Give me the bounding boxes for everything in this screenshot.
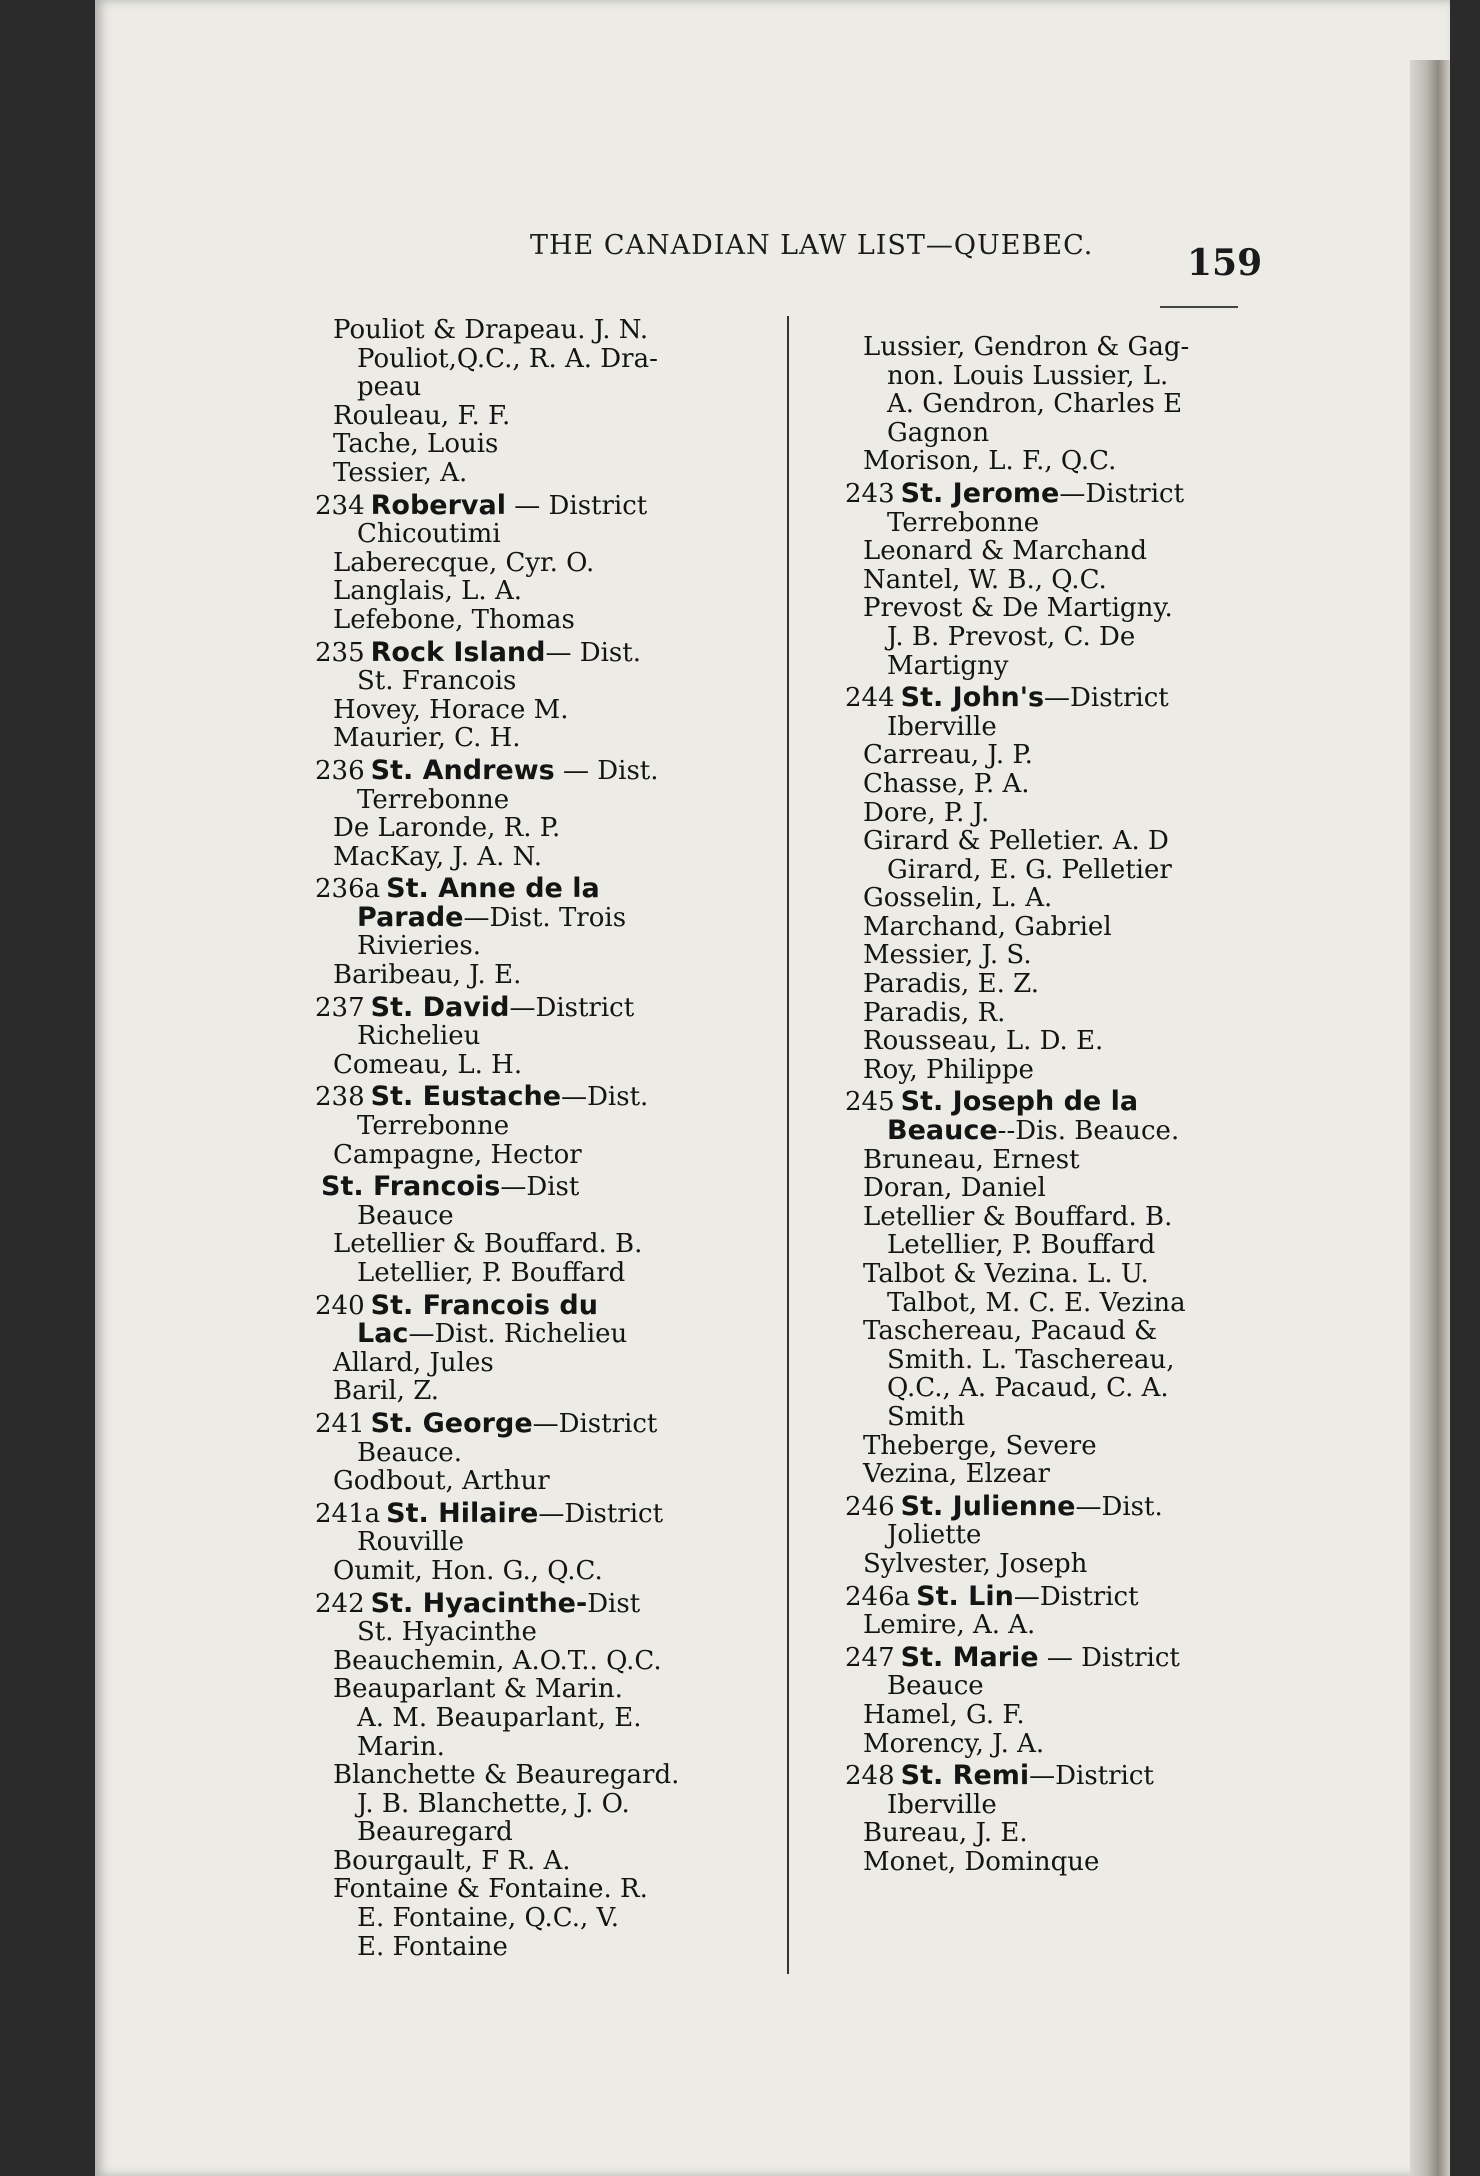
lawyer-entry: De Laronde, R. P.: [333, 813, 561, 844]
district-heading: [845, 1580, 1245, 1612]
lawyer-entry: Doran, Daniel: [863, 1173, 1046, 1204]
district-heading: [315, 1083, 715, 1112]
lawyer-entry: Tessier, A.: [333, 457, 468, 488]
entry-number: 247: [845, 1642, 895, 1673]
district-name: Chicoutimi: [357, 519, 501, 550]
entry-continuation: J. B. Prevost, C. De: [887, 621, 1136, 652]
entry-continuation: peau: [357, 372, 422, 403]
district-label: —District: [1013, 1581, 1139, 1612]
entry-continuation: Smith. L. Taschereau,: [887, 1344, 1175, 1375]
district-heading: [315, 1587, 715, 1619]
entry-number: 236a: [315, 874, 381, 905]
lawyer-entry: Messier, J. S.: [863, 940, 1032, 971]
district-heading: [845, 1762, 1245, 1791]
column-divider: [787, 316, 789, 1974]
district-heading: [845, 1490, 1245, 1522]
lawyer-entry: Morency, J. A.: [863, 1728, 1045, 1759]
lawyer-entry: Fontaine & Fontaine. R.: [333, 1874, 648, 1905]
district-name: Terrebonne: [887, 507, 1040, 538]
place-name: St. Marie: [900, 1641, 1039, 1673]
place-name: St. Andrews: [370, 754, 555, 786]
entry-number: 237: [315, 992, 365, 1023]
entry-continuation: Girard, E. G. Pelletier: [887, 854, 1172, 885]
district-label: —District: [1029, 1761, 1154, 1792]
district-label: —Dist: [500, 1172, 580, 1203]
lawyer-entry: Lussier, Gendron & Gag-: [863, 332, 1190, 362]
district-heading: [315, 636, 715, 668]
lawyer-entry: Roy, Philippe: [863, 1054, 1034, 1085]
place-name: Lac: [357, 1318, 409, 1350]
place-name: St. George: [370, 1407, 533, 1439]
lawyer-entry: Paradis, R.: [863, 997, 1006, 1028]
lawyer-entry: Sylvester, Joseph: [863, 1548, 1088, 1579]
page-number: 159: [1187, 242, 1263, 284]
district-heading: [315, 1407, 715, 1439]
entry-continuation: E. Fontaine: [357, 1931, 508, 1962]
district-label: — District: [506, 490, 648, 521]
district-heading-cont: [845, 1117, 1245, 1146]
lawyer-entry: Campagne, Hector: [333, 1139, 582, 1170]
lawyer-entry: Tache, Louis: [333, 429, 499, 460]
entry-continuation: Marin.: [357, 1731, 445, 1762]
district-label: —District: [532, 1408, 658, 1439]
district-name: Rivieries.: [357, 931, 482, 962]
lawyer-entry: Bourgault, F R. A.: [333, 1845, 571, 1876]
place-name: St. Jerome: [900, 477, 1060, 509]
lawyer-entry: Blanchette & Beauregard.: [333, 1760, 680, 1791]
district-label: —Dist. Trois: [463, 902, 627, 933]
entry-continuation: Smith: [887, 1401, 965, 1432]
district-name: Iberville: [887, 1789, 997, 1820]
lawyer-entry: Lefebone, Thomas: [333, 604, 575, 635]
lawyer-entry: Comeau, L. H.: [333, 1049, 523, 1080]
entry-number: 241a: [315, 1498, 381, 1529]
district-heading: [845, 1088, 1245, 1117]
entry-continuation: Talbot, M. C. E. Vezina: [887, 1287, 1186, 1318]
district-label: — Dist.: [554, 755, 659, 786]
entry-continuation: Letellier, P. Bouffard: [887, 1230, 1156, 1261]
left-column: [315, 316, 715, 1961]
lawyer-entry: Hamel, G. F.: [863, 1699, 1025, 1730]
entry-continuation: non. Louis Lussier, L.: [887, 360, 1169, 391]
entry-number: 236: [315, 755, 365, 786]
entry-number: 246: [845, 1491, 895, 1522]
lawyer-entry: Allard, Jules: [333, 1347, 494, 1378]
place-name: Rock Island: [370, 636, 546, 668]
place-name: St. Lin: [916, 1580, 1014, 1612]
lawyer-entry: Baribeau, J. E.: [333, 960, 522, 991]
lawyer-entry: Prevost & De Martigny.: [863, 593, 1173, 624]
entry-number: 243: [845, 478, 895, 509]
lawyer-entry: Godbout, Arthur: [333, 1466, 550, 1497]
entry-continuation: Pouliot,Q.C., R. A. Dra-: [357, 343, 658, 374]
lawyer-entry: Theberge, Severe: [863, 1430, 1097, 1461]
district-label: —District: [1059, 478, 1185, 509]
district-label: — District: [1038, 1642, 1180, 1673]
district-name: Beauce: [357, 1200, 454, 1231]
district-heading: [845, 1641, 1245, 1673]
district-heading: [315, 489, 715, 521]
entry-continuation: Beauregard: [357, 1817, 513, 1848]
place-name: St. Joseph de la: [900, 1086, 1139, 1118]
district-heading: [315, 1289, 715, 1321]
entry-continuation: A. Gendron, Charles E: [887, 389, 1183, 420]
place-name: St. Remi: [900, 1760, 1030, 1792]
district-label: —Dist.: [1075, 1491, 1163, 1522]
lawyer-entry: Taschereau, Pacaud &: [863, 1316, 1158, 1347]
district-heading: [845, 477, 1245, 509]
place-name: St. Julienne: [900, 1490, 1076, 1522]
entry-continuation: Q.C., A. Pacaud, C. A.: [887, 1373, 1169, 1404]
lawyer-entry: Letellier & Bouffard. B.: [863, 1201, 1173, 1232]
district-label: —District: [538, 1498, 664, 1529]
lawyer-entry: Rouleau, F. F.: [333, 400, 511, 431]
place-name: St. Anne de la: [386, 873, 600, 905]
lawyer-entry: Marchand, Gabriel: [863, 911, 1112, 942]
entry-number: 244: [845, 683, 895, 714]
lawyer-entry: Langlais, L. A.: [333, 576, 522, 607]
place-name: St. Eustache: [370, 1081, 562, 1113]
district-name: Terrebonne: [357, 784, 510, 815]
district-name: Beauce: [887, 1671, 984, 1702]
lawyer-entry: Lemire, A. A.: [863, 1610, 1036, 1641]
lawyer-entry: Baril, Z.: [333, 1376, 440, 1407]
lawyer-entry: Laberecque, Cyr. O.: [333, 547, 595, 578]
running-header: THE CANADIAN LAW LIST—QUEBEC.: [530, 230, 1094, 261]
district-name: Joliette: [887, 1520, 982, 1551]
place-name: St. Hyacinthe-: [370, 1587, 588, 1619]
lawyer-entry: Letellier & Bouffard. B.: [333, 1229, 643, 1260]
district-label: — Dist.: [545, 637, 641, 668]
place-name: St. Francois du: [370, 1289, 598, 1321]
lawyer-entry: Gosselin, L. A.: [863, 883, 1053, 914]
entry-continuation: J. B. Blanchette, J. O.: [357, 1788, 630, 1819]
lawyer-entry: Talbot & Vezina. L. U.: [863, 1259, 1149, 1289]
district-heading: [845, 684, 1245, 713]
place-name: Parade: [357, 901, 464, 933]
page-edge: [1410, 60, 1450, 2176]
district-name: Terrebonne: [357, 1111, 510, 1142]
lawyer-entry: Bruneau, Ernest: [863, 1144, 1080, 1175]
entry-number: 245: [845, 1087, 895, 1118]
district-name: Rouville: [357, 1527, 464, 1558]
place-name: St. Hilaire: [386, 1497, 539, 1529]
entry-number: 246a: [845, 1581, 911, 1612]
lawyer-entry: Carreau, J. P.: [863, 740, 1033, 771]
district-name: Beauce.: [357, 1437, 462, 1468]
lawyer-entry: MacKay, J. A. N.: [333, 841, 542, 872]
district-heading-cont: [315, 901, 715, 933]
lawyer-entry: Paradis, E. Z.: [863, 969, 1039, 1000]
lawyer-entry: Vezina, Elzear: [863, 1459, 1050, 1490]
district-name: Iberville: [887, 711, 997, 742]
lawyer-entry: Rousseau, L. D. E.: [863, 1026, 1104, 1057]
lawyer-entry: Pouliot & Drapeau. J. N.: [333, 315, 649, 345]
entry-number: 248: [845, 1761, 895, 1792]
lawyer-entry: Oumit, Hon. G., Q.C.: [333, 1555, 603, 1586]
entry-number: 242: [315, 1588, 365, 1619]
place-name: Beauce: [887, 1115, 998, 1147]
lawyer-entry: Girard & Pelletier. A. D: [863, 826, 1169, 857]
lawyer-entry: Maurier, C. H.: [333, 723, 521, 754]
district-label: Dist: [587, 1588, 641, 1619]
entry-number: 240: [315, 1290, 365, 1321]
lawyer-entry: Hovey, Horace M.: [333, 694, 569, 725]
place-name: St. David: [370, 991, 510, 1023]
district-name: St. Francois: [357, 666, 517, 697]
district-label: --Dis. Beauce.: [997, 1116, 1180, 1147]
lawyer-entry: Leonard & Marchand: [863, 536, 1148, 567]
header-rule: [1160, 306, 1238, 308]
district-name: Richelieu: [357, 1021, 481, 1052]
lawyer-entry: Dore, P. J.: [863, 797, 990, 828]
lawyer-entry: Beauchemin, A.O.T.. Q.C.: [333, 1645, 662, 1676]
district-heading: [315, 991, 715, 1023]
lawyer-entry: Bureau, J. E.: [863, 1818, 1028, 1849]
entry-continuation: Gagnon: [887, 417, 990, 448]
lawyer-entry: Morison, L. F., Q.C.: [863, 446, 1117, 477]
place-name: St. Francois: [321, 1171, 501, 1203]
right-column: [845, 333, 1245, 1876]
entry-continuation: Martigny: [887, 650, 1009, 681]
lawyer-entry: Chasse, P. A.: [863, 768, 1030, 799]
district-label: —Dist. Richelieu: [408, 1319, 628, 1350]
entry-number: 238: [315, 1082, 365, 1113]
lawyer-entry: Monet, Dominque: [863, 1846, 1100, 1877]
district-heading: [315, 1173, 715, 1202]
district-label: —District: [509, 992, 635, 1023]
district-heading: [315, 754, 715, 786]
entry-number: 241: [315, 1408, 365, 1439]
entry-number: 234: [315, 490, 365, 521]
entry-continuation: Letellier, P. Bouffard: [357, 1258, 626, 1288]
entry-continuation: E. Fontaine, Q.C., V.: [357, 1903, 619, 1934]
district-label: —District: [1044, 683, 1169, 714]
entry-continuation: A. M. Beauparlant, E.: [357, 1702, 642, 1733]
district-heading-cont: [315, 1320, 715, 1349]
district-label: —Dist.: [561, 1082, 649, 1113]
lawyer-entry: Beauparlant & Marin.: [333, 1674, 623, 1705]
lawyer-entry: Nantel, W. B., Q.C.: [863, 564, 1107, 595]
district-heading: [315, 1497, 715, 1529]
district-heading: [315, 875, 715, 904]
entry-number: 235: [315, 637, 365, 668]
document-page: [95, 0, 1450, 2176]
district-name: St. Hyacinthe: [357, 1617, 537, 1648]
place-name: Roberval: [370, 489, 507, 521]
place-name: St. John's: [900, 682, 1045, 714]
